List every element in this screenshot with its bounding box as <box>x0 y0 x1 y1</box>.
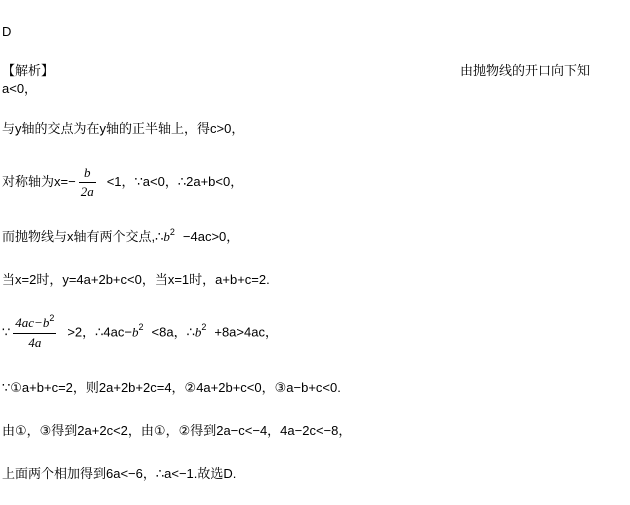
line-conditions: ∵①a+b+c=2，则2a+2b+2c=4，②4a+2b+c<0，③a−b+c<0. <box>2 380 341 395</box>
analysis-right-text: 由抛物线的开口向下知 <box>460 63 591 78</box>
line-axis-of-symmetry <box>2 164 243 201</box>
vertex-numerator: $4ac-b^2$ <box>13 314 56 334</box>
line-vertex-inequality <box>2 314 278 352</box>
answer-label: D <box>2 24 12 39</box>
line-x-values: 当x=2时，y=4a+2b+c<0，当x=1时，a+b+c=2. <box>2 272 270 287</box>
disc-exponent: 2 <box>169 227 175 237</box>
vertex-exp1: 2 <box>138 322 144 333</box>
vertex-text-b: <8a，∴ <box>151 324 195 340</box>
vertex-exp2: 2 <box>201 322 207 333</box>
line-discriminant <box>2 229 239 246</box>
axis-text-a: 对称轴为x=− <box>2 173 76 189</box>
disc-b: b <box>163 229 170 244</box>
vertex-text-c: +8a>4ac， <box>214 324 278 340</box>
vertex-b1: b <box>132 324 139 340</box>
line-derivation: 由①，③得到2a+2c<2，由①，②得到2a−c<−4，4a−2c<−8， <box>2 423 352 438</box>
disc-text-b: −4ac>0， <box>182 229 240 244</box>
fraction-b-over-2a <box>79 164 96 201</box>
line-y-intercept: 与y轴的交点为在y轴的正半轴上，得c>0， <box>2 121 245 136</box>
disc-text-a: 而抛物线与x轴有两个交点,∴ <box>2 229 164 244</box>
line-a-negative: a<0， <box>2 81 38 96</box>
vertex-denominator: 4a <box>28 335 42 350</box>
axis-text-b: <1，∵a<0，∴2a+b<0， <box>106 173 244 189</box>
vertex-text-a: >2，∴4ac− <box>67 324 132 340</box>
fraction-vertex <box>13 314 56 352</box>
vertex-b2: b <box>194 324 202 340</box>
line-conclusion: 上面两个相加得到6a<−6，∴a<−1.故选D. <box>2 466 237 481</box>
fraction-numerator: b <box>79 164 96 183</box>
analysis-header: 【解析】 <box>2 63 55 78</box>
because-symbol: ∵ <box>2 324 11 340</box>
fraction-denominator: 2a <box>80 184 94 199</box>
